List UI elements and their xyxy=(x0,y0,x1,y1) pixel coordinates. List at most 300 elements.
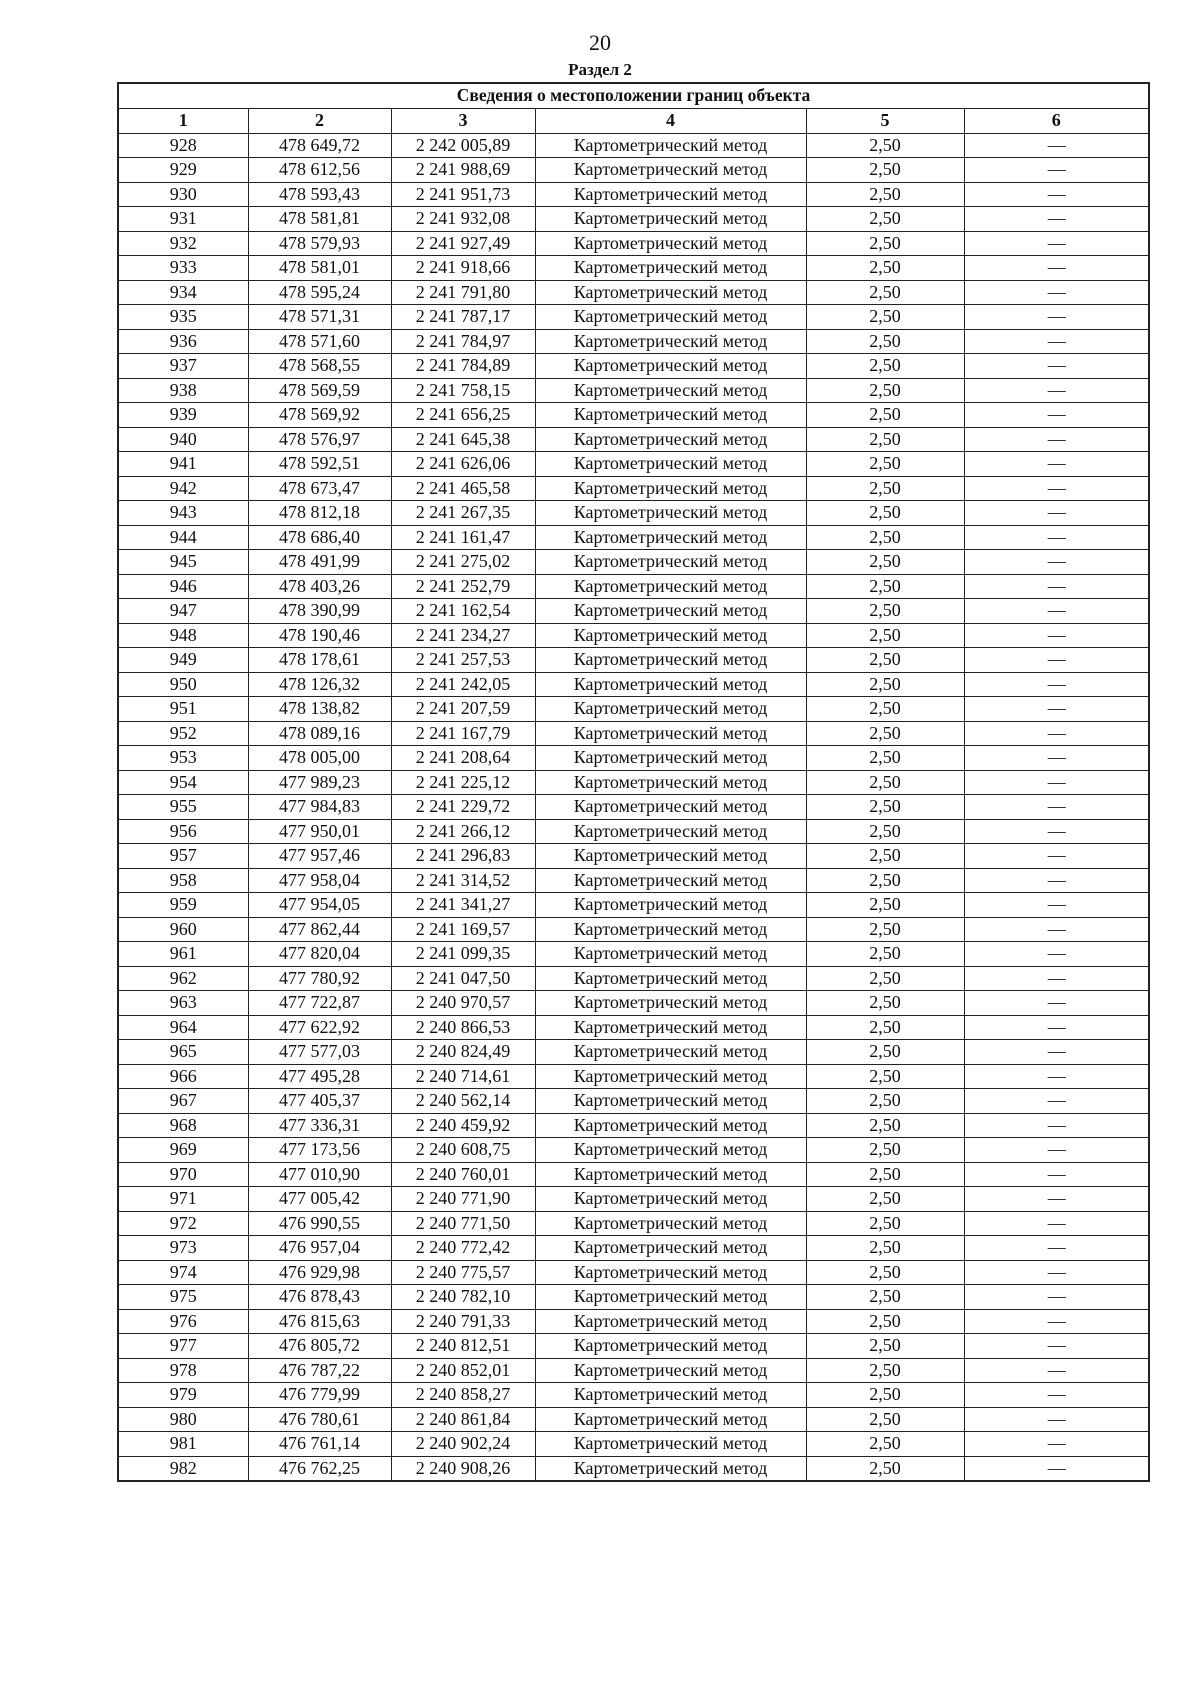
table-cell: — xyxy=(964,599,1149,624)
table-cell: Картометрический метод xyxy=(535,1383,806,1408)
table-cell: 2 241 314,52 xyxy=(391,868,535,893)
table-cell: 476 957,04 xyxy=(248,1236,391,1261)
table-row xyxy=(118,1015,1149,1040)
table-cell: — xyxy=(964,1138,1149,1163)
table-cell: 2,50 xyxy=(806,305,964,330)
table-cell: 478 579,93 xyxy=(248,231,391,256)
table-cell: — xyxy=(964,1309,1149,1334)
table-cell: 2,50 xyxy=(806,868,964,893)
table-cell: — xyxy=(964,525,1149,550)
table-cell: 943 xyxy=(118,501,248,526)
table-cell: Картометрический метод xyxy=(535,403,806,428)
table-cell: — xyxy=(964,868,1149,893)
table-cell: 2 241 784,89 xyxy=(391,354,535,379)
table-cell: — xyxy=(964,476,1149,501)
table-cell: 478 673,47 xyxy=(248,476,391,501)
table-cell: 477 989,23 xyxy=(248,770,391,795)
table-cell: 2 240 772,42 xyxy=(391,1236,535,1261)
table-cell: Картометрический метод xyxy=(535,476,806,501)
table-cell: 478 576,97 xyxy=(248,427,391,452)
table-row xyxy=(118,354,1149,379)
table-cell: — xyxy=(964,550,1149,575)
table-cell: 478 568,55 xyxy=(248,354,391,379)
table-cell: 955 xyxy=(118,795,248,820)
table-cell: 2,50 xyxy=(806,207,964,232)
table-row xyxy=(118,1285,1149,1310)
table-cell: — xyxy=(964,207,1149,232)
table-cell: 477 577,03 xyxy=(248,1040,391,1065)
table-cell: 477 010,90 xyxy=(248,1162,391,1187)
table-cell: Картометрический метод xyxy=(535,746,806,771)
table-cell: 932 xyxy=(118,231,248,256)
table-cell: 2 241 099,35 xyxy=(391,942,535,967)
table-row xyxy=(118,1309,1149,1334)
table-row xyxy=(118,917,1149,942)
table-cell: — xyxy=(964,942,1149,967)
table-cell: 2 241 275,02 xyxy=(391,550,535,575)
table-cell: 2 241 161,47 xyxy=(391,525,535,550)
table-cell: 477 405,37 xyxy=(248,1089,391,1114)
table-cell: 981 xyxy=(118,1432,248,1457)
table-cell: 2,50 xyxy=(806,231,964,256)
table-cell: 478 571,31 xyxy=(248,305,391,330)
table-cell: 948 xyxy=(118,623,248,648)
table-cell: 476 878,43 xyxy=(248,1285,391,1310)
table-cell: 2 240 824,49 xyxy=(391,1040,535,1065)
table-row xyxy=(118,1334,1149,1359)
table-cell: 936 xyxy=(118,329,248,354)
table-cell: 477 950,01 xyxy=(248,819,391,844)
boundary-coordinates-table xyxy=(117,82,1150,1482)
table-cell: 935 xyxy=(118,305,248,330)
table-cell: 934 xyxy=(118,280,248,305)
table-cell: 478 390,99 xyxy=(248,599,391,624)
table-cell: 2 240 908,26 xyxy=(391,1456,535,1481)
table-cell: — xyxy=(964,819,1149,844)
table-cell: Картометрический метод xyxy=(535,182,806,207)
table-cell: 477 862,44 xyxy=(248,917,391,942)
table-cell: Картометрический метод xyxy=(535,917,806,942)
table-row xyxy=(118,1407,1149,1432)
table-cell: 2 240 791,33 xyxy=(391,1309,535,1334)
table-cell: Картометрический метод xyxy=(535,256,806,281)
table-cell: 2 241 234,27 xyxy=(391,623,535,648)
table-cell: 973 xyxy=(118,1236,248,1261)
table-cell: — xyxy=(964,231,1149,256)
table-cell: 971 xyxy=(118,1187,248,1212)
table-cell: 2 240 562,14 xyxy=(391,1089,535,1114)
table-cell: 2,50 xyxy=(806,1015,964,1040)
table-cell: 2 241 169,57 xyxy=(391,917,535,942)
table-row xyxy=(118,1089,1149,1114)
table-cell: — xyxy=(964,697,1149,722)
table-row xyxy=(118,893,1149,918)
table-cell: 972 xyxy=(118,1211,248,1236)
table-cell: — xyxy=(964,672,1149,697)
table-cell: 478 569,92 xyxy=(248,403,391,428)
table-cell: Картометрический метод xyxy=(535,158,806,183)
table-caption-row xyxy=(118,83,1149,109)
table-cell: 979 xyxy=(118,1383,248,1408)
table-cell: 966 xyxy=(118,1064,248,1089)
table-cell: Картометрический метод xyxy=(535,991,806,1016)
table-cell: Картометрический метод xyxy=(535,354,806,379)
table-cell: 2,50 xyxy=(806,942,964,967)
table-cell: 478 491,99 xyxy=(248,550,391,575)
table-cell: Картометрический метод xyxy=(535,133,806,158)
table-row xyxy=(118,697,1149,722)
table-row xyxy=(118,795,1149,820)
table-cell: 478 612,56 xyxy=(248,158,391,183)
table-row xyxy=(118,623,1149,648)
table-cell: 477 954,05 xyxy=(248,893,391,918)
table-cell: — xyxy=(964,574,1149,599)
table-cell: 2,50 xyxy=(806,1187,964,1212)
table-cell: 2,50 xyxy=(806,623,964,648)
table-cell: 476 762,25 xyxy=(248,1456,391,1481)
table-cell: Картометрический метод xyxy=(535,1334,806,1359)
table-cell: 2,50 xyxy=(806,1383,964,1408)
table-cell: — xyxy=(964,1358,1149,1383)
table-cell: Картометрический метод xyxy=(535,305,806,330)
table-cell: 2,50 xyxy=(806,819,964,844)
table-row xyxy=(118,231,1149,256)
table-cell: 2 241 266,12 xyxy=(391,819,535,844)
table-cell: Картометрический метод xyxy=(535,672,806,697)
table-cell: 2,50 xyxy=(806,256,964,281)
table-cell: 2,50 xyxy=(806,917,964,942)
table-cell: 939 xyxy=(118,403,248,428)
table-cell: 2,50 xyxy=(806,991,964,1016)
table-cell: 2,50 xyxy=(806,770,964,795)
table-cell: 2,50 xyxy=(806,1456,964,1481)
table-cell: 476 779,99 xyxy=(248,1383,391,1408)
table-cell: 960 xyxy=(118,917,248,942)
table-cell: Картометрический метод xyxy=(535,501,806,526)
table-cell: 2 240 866,53 xyxy=(391,1015,535,1040)
table-cell: 970 xyxy=(118,1162,248,1187)
table-cell: Картометрический метод xyxy=(535,893,806,918)
table-cell: 2 241 252,79 xyxy=(391,574,535,599)
table-row xyxy=(118,721,1149,746)
table-cell: Картометрический метод xyxy=(535,1040,806,1065)
table-cell: Картометрический метод xyxy=(535,770,806,795)
table-cell: 2 241 162,54 xyxy=(391,599,535,624)
table-cell: 2,50 xyxy=(806,1407,964,1432)
table-cell: 2 241 225,12 xyxy=(391,770,535,795)
table-cell: — xyxy=(964,280,1149,305)
table-cell: 2,50 xyxy=(806,574,964,599)
table-row xyxy=(118,1040,1149,1065)
column-header: 3 xyxy=(391,109,535,134)
table-cell: 478 190,46 xyxy=(248,623,391,648)
table-cell: Картометрический метод xyxy=(535,1211,806,1236)
table-cell: Картометрический метод xyxy=(535,1285,806,1310)
table-cell: Картометрический метод xyxy=(535,844,806,869)
table-cell: 962 xyxy=(118,966,248,991)
table-row xyxy=(118,672,1149,697)
table-caption: Сведения о местоположении границ объекта xyxy=(118,83,1149,109)
table-cell: Картометрический метод xyxy=(535,599,806,624)
table-cell: 2,50 xyxy=(806,550,964,575)
table-cell: — xyxy=(964,1089,1149,1114)
table-cell: 2 241 167,79 xyxy=(391,721,535,746)
table-cell: 946 xyxy=(118,574,248,599)
table-cell: Картометрический метод xyxy=(535,1456,806,1481)
table-cell: 976 xyxy=(118,1309,248,1334)
table-cell: — xyxy=(964,403,1149,428)
table-cell: 2,50 xyxy=(806,1432,964,1457)
table-cell: — xyxy=(964,770,1149,795)
table-cell: 928 xyxy=(118,133,248,158)
table-row xyxy=(118,1211,1149,1236)
table-cell: 2,50 xyxy=(806,329,964,354)
table-cell: 951 xyxy=(118,697,248,722)
table-cell: 2,50 xyxy=(806,525,964,550)
table-cell: 2 241 988,69 xyxy=(391,158,535,183)
table-row xyxy=(118,133,1149,158)
table-cell: 2,50 xyxy=(806,1138,964,1163)
table-cell: 2 241 341,27 xyxy=(391,893,535,918)
table-row xyxy=(118,525,1149,550)
table-cell: 2 241 918,66 xyxy=(391,256,535,281)
table-cell: Картометрический метод xyxy=(535,329,806,354)
table-cell: 2,50 xyxy=(806,697,964,722)
table-cell: — xyxy=(964,1040,1149,1065)
table-cell: 956 xyxy=(118,819,248,844)
table-row xyxy=(118,1187,1149,1212)
table-cell: 2 240 771,90 xyxy=(391,1187,535,1212)
table-cell: 2 240 902,24 xyxy=(391,1432,535,1457)
table-cell: Картометрический метод xyxy=(535,231,806,256)
table-cell: Картометрический метод xyxy=(535,574,806,599)
table-cell: 938 xyxy=(118,378,248,403)
table-row xyxy=(118,1138,1149,1163)
table-row xyxy=(118,476,1149,501)
table-cell: 476 929,98 xyxy=(248,1260,391,1285)
table-cell: 2,50 xyxy=(806,1334,964,1359)
table-cell: 477 984,83 xyxy=(248,795,391,820)
table-cell: 2 240 861,84 xyxy=(391,1407,535,1432)
table-body xyxy=(118,133,1149,1481)
table-row xyxy=(118,305,1149,330)
table-cell: 2,50 xyxy=(806,501,964,526)
table-cell: 478 089,16 xyxy=(248,721,391,746)
table-cell: Картометрический метод xyxy=(535,1089,806,1114)
table-cell: 941 xyxy=(118,452,248,477)
table-cell: 2 240 771,50 xyxy=(391,1211,535,1236)
table-cell: Картометрический метод xyxy=(535,525,806,550)
table-cell: 2,50 xyxy=(806,1309,964,1334)
table-cell: — xyxy=(964,1162,1149,1187)
table-cell: 2 242 005,89 xyxy=(391,133,535,158)
table-cell: 2,50 xyxy=(806,1211,964,1236)
table-cell: 957 xyxy=(118,844,248,869)
table-cell: 2 241 645,38 xyxy=(391,427,535,452)
table-cell: 2 240 782,10 xyxy=(391,1285,535,1310)
table-cell: 968 xyxy=(118,1113,248,1138)
table-cell: — xyxy=(964,795,1149,820)
table-cell: — xyxy=(964,1211,1149,1236)
table-cell: Картометрический метод xyxy=(535,795,806,820)
table-row xyxy=(118,1064,1149,1089)
table-cell: 2,50 xyxy=(806,795,964,820)
table-cell: Картометрический метод xyxy=(535,1432,806,1457)
table-row xyxy=(118,819,1149,844)
table-cell: Картометрический метод xyxy=(535,1236,806,1261)
table-cell: — xyxy=(964,721,1149,746)
table-row xyxy=(118,158,1149,183)
table-cell: — xyxy=(964,452,1149,477)
table-cell: 2 241 784,97 xyxy=(391,329,535,354)
table-cell: 2 241 791,80 xyxy=(391,280,535,305)
table-cell: Картометрический метод xyxy=(535,452,806,477)
table-cell: 2 241 932,08 xyxy=(391,207,535,232)
table-cell: 477 780,92 xyxy=(248,966,391,991)
table-row xyxy=(118,844,1149,869)
table-row xyxy=(118,1383,1149,1408)
table-cell: Картометрический метод xyxy=(535,280,806,305)
table-cell: — xyxy=(964,1015,1149,1040)
table-cell: Картометрический метод xyxy=(535,1260,806,1285)
table-cell: 2 240 812,51 xyxy=(391,1334,535,1359)
table-cell: 949 xyxy=(118,648,248,673)
table-cell: 477 622,92 xyxy=(248,1015,391,1040)
table-cell: Картометрический метод xyxy=(535,207,806,232)
table-cell: 2,50 xyxy=(806,1285,964,1310)
table-cell: 2 241 267,35 xyxy=(391,501,535,526)
table-cell: 2 240 775,57 xyxy=(391,1260,535,1285)
table-row xyxy=(118,452,1149,477)
table-cell: 2,50 xyxy=(806,133,964,158)
table-cell: Картометрический метод xyxy=(535,819,806,844)
table-cell: 477 495,28 xyxy=(248,1064,391,1089)
table-cell: 929 xyxy=(118,158,248,183)
table-cell: 2,50 xyxy=(806,1260,964,1285)
table-cell: Картометрический метод xyxy=(535,1113,806,1138)
table-cell: 477 820,04 xyxy=(248,942,391,967)
table-cell: 954 xyxy=(118,770,248,795)
table-row xyxy=(118,1260,1149,1285)
table-cell: Картометрический метод xyxy=(535,697,806,722)
table-row xyxy=(118,256,1149,281)
table-cell: — xyxy=(964,1260,1149,1285)
table-cell: 478 592,51 xyxy=(248,452,391,477)
table-cell: — xyxy=(964,991,1149,1016)
table-cell: — xyxy=(964,158,1149,183)
table-cell: 978 xyxy=(118,1358,248,1383)
table-row xyxy=(118,1432,1149,1457)
table-cell: 478 569,59 xyxy=(248,378,391,403)
column-number-row xyxy=(118,109,1149,134)
table-cell: 478 649,72 xyxy=(248,133,391,158)
table-row xyxy=(118,280,1149,305)
table-cell: 2 240 608,75 xyxy=(391,1138,535,1163)
table-cell: 2 240 760,01 xyxy=(391,1162,535,1187)
table-cell: 476 780,61 xyxy=(248,1407,391,1432)
table-cell: Картометрический метод xyxy=(535,942,806,967)
table-cell: Картометрический метод xyxy=(535,648,806,673)
table-cell: 478 403,26 xyxy=(248,574,391,599)
table-cell: 2,50 xyxy=(806,476,964,501)
table-cell: Картометрический метод xyxy=(535,427,806,452)
table-row xyxy=(118,1236,1149,1261)
table-row xyxy=(118,574,1149,599)
table-row xyxy=(118,427,1149,452)
table-row xyxy=(118,648,1149,673)
table-cell: 2,50 xyxy=(806,966,964,991)
table-cell: — xyxy=(964,182,1149,207)
table-cell: 944 xyxy=(118,525,248,550)
table-cell: — xyxy=(964,1456,1149,1481)
table-cell: 2 241 626,06 xyxy=(391,452,535,477)
table-row xyxy=(118,1113,1149,1138)
table-cell: 974 xyxy=(118,1260,248,1285)
table-cell: 2 241 787,17 xyxy=(391,305,535,330)
table-cell: 975 xyxy=(118,1285,248,1310)
table-cell: — xyxy=(964,1236,1149,1261)
table-cell: 2,50 xyxy=(806,354,964,379)
table-cell: 2 240 970,57 xyxy=(391,991,535,1016)
table-cell: 478 686,40 xyxy=(248,525,391,550)
table-row xyxy=(118,770,1149,795)
table-cell: 2,50 xyxy=(806,1040,964,1065)
table-cell: 2,50 xyxy=(806,721,964,746)
table-cell: — xyxy=(964,1064,1149,1089)
table-cell: — xyxy=(964,378,1149,403)
table-cell: 476 787,22 xyxy=(248,1358,391,1383)
table-cell: 969 xyxy=(118,1138,248,1163)
table-cell: 2 241 758,15 xyxy=(391,378,535,403)
table-cell: 2,50 xyxy=(806,1113,964,1138)
table-cell: — xyxy=(964,1187,1149,1212)
column-header: 6 xyxy=(964,109,1149,134)
table-cell: 940 xyxy=(118,427,248,452)
table-cell: Картометрический метод xyxy=(535,1162,806,1187)
table-cell: 963 xyxy=(118,991,248,1016)
table-cell: 476 815,63 xyxy=(248,1309,391,1334)
table-cell: 931 xyxy=(118,207,248,232)
table-cell: 477 958,04 xyxy=(248,868,391,893)
table-row xyxy=(118,378,1149,403)
table-cell: 980 xyxy=(118,1407,248,1432)
table-cell: 478 178,61 xyxy=(248,648,391,673)
table-cell: Картометрический метод xyxy=(535,1015,806,1040)
table-cell: 937 xyxy=(118,354,248,379)
table-row xyxy=(118,1162,1149,1187)
table-cell: — xyxy=(964,1113,1149,1138)
table-cell: 2 241 242,05 xyxy=(391,672,535,697)
column-header: 2 xyxy=(248,109,391,134)
table-cell: 2 240 858,27 xyxy=(391,1383,535,1408)
table-cell: 478 581,81 xyxy=(248,207,391,232)
table-cell: 964 xyxy=(118,1015,248,1040)
table-row xyxy=(118,1456,1149,1481)
table-cell: — xyxy=(964,623,1149,648)
table-cell: Картометрический метод xyxy=(535,1064,806,1089)
table-cell: — xyxy=(964,256,1149,281)
table-row xyxy=(118,868,1149,893)
table-cell: 2 241 257,53 xyxy=(391,648,535,673)
table-row xyxy=(118,207,1149,232)
table-row xyxy=(118,966,1149,991)
table-cell: 977 xyxy=(118,1334,248,1359)
table-cell: 2 241 465,58 xyxy=(391,476,535,501)
table-cell: 2 241 207,59 xyxy=(391,697,535,722)
table-row xyxy=(118,403,1149,428)
table-cell: 478 581,01 xyxy=(248,256,391,281)
table-cell: Картометрический метод xyxy=(535,1309,806,1334)
